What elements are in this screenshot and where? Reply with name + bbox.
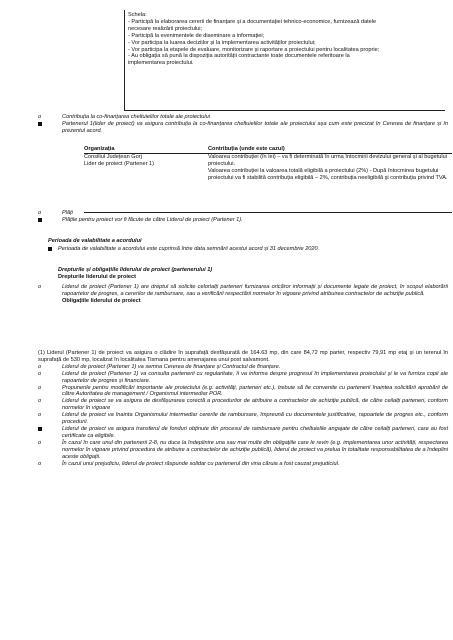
schela-line: implementarea proiectului. xyxy=(128,60,194,67)
circle-bullet-marker: o xyxy=(38,210,42,216)
circle-bullet-marker: o xyxy=(38,114,42,120)
drepturi-title: Drepturile și obligațiile liderului de proiect (partenerului 1) xyxy=(58,267,213,273)
obligatii-item: În cazul în care unul din partenerii 2-8, nu duce la îndeplinire una sau mai multe din obligațiile care le revin (e.g. implementarea unor activități, respectarea normelor în vigoare privind procedura de atribuire a contractelor de achiziție publică), liderul de proiect va prelua în totalitate responsabilitatea de a îndeplini aceste obligații. xyxy=(62,439,448,460)
obligatii-title: Obligațiile liderului de proiect xyxy=(62,297,141,304)
obligatii-item: Liderul de proiect (Partener 1) va consulta partenerii cu regularitate, îi va informa despre progresul în implementarea proiectului și le va furniza copii ale rapoartelor de progres și financiare. xyxy=(62,370,448,384)
obligatii-item: Liderul de proiect va înainta Organismului intermediar cererile de rambursare, împreună cu documentele justificative, rapoartele de progres etc., conform procedurii. xyxy=(62,412,448,426)
drepturi-section xyxy=(38,267,448,305)
plati-text: Plățile pentru proiect vor fi făcute de către Liderul de proiect (Partener 1). xyxy=(62,216,243,223)
drepturi-subtitle: Drepturile liderului de proiect xyxy=(58,273,137,280)
obligatii-item: Propunerile pentru modificări importante ale proiectului (e.g. activități, parteneri etc.), trebuie să fie convenite cu partenerii înaintea solicitării aprobării de către Autoritatea de management / Organismul intermediar POR. xyxy=(62,384,448,398)
valabilitate-section xyxy=(48,238,448,254)
circle-bullet-marker: o xyxy=(38,398,42,405)
contribution-table xyxy=(84,146,452,182)
circle-bullet-marker: o xyxy=(38,363,42,370)
valabilitate-title: Perioada de valabilitate a acordului xyxy=(48,238,142,244)
circle-bullet-marker: o xyxy=(38,384,42,391)
schela-line: - Au obligația să pună la dispoziția autorității contractante toate documentele referitoare la xyxy=(128,53,350,60)
circle-bullet-marker: o xyxy=(38,439,42,446)
schela-left-border xyxy=(124,10,125,110)
schela-line: - Vor participa la etapele de evaluare, monitorizare și raportare a proiectului pentru localitatea proprie; xyxy=(128,46,380,53)
schela-block xyxy=(128,12,443,67)
table-cell-org: Consiliul Județean Gorj xyxy=(84,153,142,160)
schela-bottom-border xyxy=(124,110,445,111)
schela-line: - Participă la evenimentele de diseminare a informației; xyxy=(128,32,265,39)
obligatii-section xyxy=(38,350,448,467)
circle-bullet-marker: o xyxy=(38,283,42,290)
plati-title: Plăți xyxy=(62,210,73,216)
table-header-contributia: Contribuția (unde este cazul) xyxy=(208,146,285,152)
circle-bullet-marker: o xyxy=(38,370,42,377)
contributia-title: Contribuția la co-finanțarea cheltuielilor totale ale proiectului xyxy=(62,114,211,120)
schela-line: necesare realizării proiectului; xyxy=(128,25,202,32)
schela-line: - Vor participa la luarea deciziilor și la implementarea activităților proiectului; xyxy=(128,39,316,46)
table-header-organizatia: Organizația xyxy=(84,146,115,152)
obligatii-intro: (1) Liderul (Partener 1) de proiect va asigura o clădire în suprafață desfășurată de 164.63 mp, din care 84,72 mp parter, respectiv 79,91 mp etaj și un terenul în suprafață de 530 mp, localizat în localitatea Tismana pentru amenajarea unui post salvamont. xyxy=(38,350,448,363)
table-cell-contribution: Valoarea contribuției la valoarea totală eligibilă a proiectului (2%) - După întocmirea bugetului proiectului va fi stabilită contribuția eligibilă – 2%, contribuția neeligibilă și contribuția privind TVA. xyxy=(208,167,448,181)
square-bullet-icon xyxy=(38,217,62,225)
drepturi-text: Liderul de proiect (Partener 1) are dreptul să solicite celorlalți parteneri furnizarea oricăror informații și documente legate de proiect, în scopul elaborării rapoartelor de progres, a cererilor de rambursare, sau a verificării respectării normelor în vigoare privind atribuirea contractelor de achiziție publică. xyxy=(62,283,448,297)
square-bullet-icon xyxy=(48,246,58,254)
obligatii-item: Liderul de proiect va asigura transferul de fonduri obținute din procesul de rambursare pentru cheltuielile angajate de către ceilalți parteneri, care au fost certificate ca eligibile. xyxy=(62,425,448,439)
contributia-text: Partenerul 1(lider de proiect) va asigura contribuția la co-finanțarea cheltuielilor totale ale proiectului așa cum este precizat în Cererea de finanțare și în prezentul acord. xyxy=(62,120,448,134)
obligatii-item: Liderul de proiect se va asigura de desfășurarea corectă a procedurilor de atribuire a contractelor de achiziție publică, de către ceilalți parteneri, conform normelor în vigoare xyxy=(62,398,448,412)
circle-bullet-marker: o xyxy=(38,460,42,467)
contributia-section xyxy=(38,114,448,135)
obligatii-item: Liderul de proiect (Partener 1) va semna Cererea de finanțare și Contractul de finanțare. xyxy=(62,363,281,370)
plati-section xyxy=(38,210,448,225)
valabilitate-text: Perioada de valabilitate a acordului este cuprinsă între data semnării acestui acord și 31 decembrie 2020. xyxy=(58,245,320,252)
table-cell-contribution: Valoarea contribuției (în lei) – va fi determinată în urma întocmirii devizului general și al bugetului proiectului. xyxy=(208,153,447,167)
schela-line: Schela: xyxy=(128,12,147,18)
circle-bullet-marker: o xyxy=(38,412,42,419)
obligatii-item: În cazul unui prejudiciu, liderul de proiect răspunde solidar cu partenerul din vina căruia a fost cauzat prejudiciul. xyxy=(62,460,340,467)
square-bullet-icon xyxy=(38,121,62,135)
schela-line: - Participă la elaborarea cererii de finanțare și a documentației tehnico-economice, furnizează datele xyxy=(128,18,377,25)
square-bullet-icon xyxy=(38,426,62,440)
table-cell-org: Lider de proiect (Partener 1) xyxy=(84,160,154,167)
